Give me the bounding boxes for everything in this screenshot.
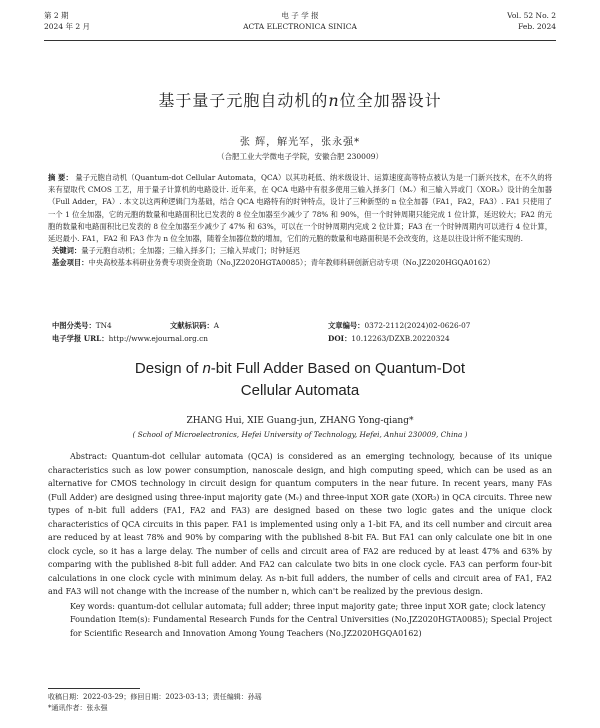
doi-label: DOI： (328, 334, 352, 343)
affiliation-en: ( School of Microelectronics, Hefei University of Technology, Hefei, Anhui 230009, China ) (132, 430, 468, 439)
foundation-en (70, 613, 552, 640)
journal-name-cn: 电 子 学 报 (281, 11, 319, 20)
clc-label: 中图分类号： (52, 321, 96, 330)
keywords-en (70, 600, 552, 614)
doc-code-value: A (213, 321, 220, 330)
article-no-label: 文章编号： (328, 321, 365, 330)
header-center (44, 10, 556, 32)
url-value[interactable]: http://www.ejournal.org.cn (108, 334, 208, 343)
abstract-en-label: Abstract: (70, 452, 108, 461)
paper-title-en: Design of n-bit Full Adder Based on Quantum-Dot Cellular Automata (134, 360, 466, 399)
keywords-cn-label: 关键词： (52, 246, 82, 256)
article-no-value: 0372-2112(2024)02-0626-07 (364, 321, 471, 330)
footnote-author: *通讯作者：张永强 (48, 704, 108, 712)
abstract-en (48, 450, 552, 599)
keywords-cn: 量子元胞自动机；全加器；三输入择多门；三输入异或门；时钟延迟 (81, 246, 301, 256)
footnote-dates: 收稿日期：2022-03-29；修回日期：2023-03-13；责任编辑：孙瑶 (48, 693, 262, 701)
abstract-cn-label: 摘 要： (48, 173, 73, 182)
affiliation-cn: （合肥工业大学微电子学院，安徽合肥 230009） (216, 152, 383, 161)
journal-name-en: ACTA ELECTRONICA SINICA (243, 22, 357, 31)
meta-row-1 (52, 320, 470, 332)
authors-cn: 张 辉，解光军，张永强* (239, 137, 361, 148)
keywords-en-label: Key words: (70, 602, 115, 611)
issue-label: 第 2 期 (44, 11, 69, 20)
abstract-cn-text: 量子元胞自动机（Quantum-dot Cellular Automata，QCA）以其功耗低、纳米级设计、运算速度高等特点被认为是一门新兴技术，在不久的将来有望取代 CMOS 工艺，用于量子计算机的电路设计. 近年来，在 QCA 电路中有很多使用三输入择多门（Mᵥ）和三输入异或门（XOR₃）设计的全加器（Full Adder，FA）. 本文以这两种逻辑门为基础，结合 QCA 电路特有的时钟特点，设计了三种新型的 n 位全加器（FA1，FA2，FA3）. FA1 只使用了一个 1 位全加器，它的元胞的数量和电路面积比已发表的 8 位全加器至少减少了 78% 和 90%，但一个时钟周期只能完成 1 位计算，延迟较大；FA2 的元胞的数量和电路面积比已发表的 8 位全加器至少减少了 47% 和 63%，可以在一个时钟周期内完成 2 位计算；FA3 在一个时钟周期内可以进行 4 位计算，延迟最小. FA1，FA2 和 FA3 作为 n 位全加器，随着全加器位数的增加，它们的元胞的数量和电路面积是不会改变的，这是以往设计所不能实现的. (48, 173, 552, 244)
abstract-en-text: Quantum-dot cellular automata (QCA) is considered as an emerging technology, because of its unique characteristics such as low power consumption, nanoscale design, and high computing speed, which can be used as an alternative for CMOS technology in circuit design for quantum computers in the near future. In recent years, many FAs (Full Adder) are designed using three-input majority gate (Mᵥ) and three-input XOR gate (XOR₃) in QCA circuits. Three new types of n-bit full adders (FA1, FA2 and FA3) are designed based on these two logic gates and the unique clock characteristics of QCA circuits in this paper. FA1 is implemented using only a 1-bit FA, and its cell number and circuit area are reduced by at least 78% and 90% by comparing with the published 8-bit FA. But FA1 can only calculate one bit in one clock cycle, so it has a large delay. The number of cells and circuit area of FA2 are reduced by at least 47% and 63% by comparing with the published 8-bit full adder. And FA2 can calculate two bits in one clock cycle. FA3 can perform four-bit calculations in one clock cycle with minimum delay. As n-bit full adders, the number of cells and circuit area of FA1, FA2 and FA3 will not change with the increase of the number n, which can't be realized by the previous design. (48, 452, 553, 596)
fund-en-text: Fundamental Research Funds for the Central Universities (No.JZ2020HGTA0085); Special Project for Scientific Research and Innovation Among Young Teachers (No.JZ2020HGQA0162) (70, 615, 552, 638)
volume-label: Vol. 52 No. 2 (507, 11, 556, 20)
date-en-label: Feb. 2024 (518, 22, 556, 31)
fund-cn: 中央高校基本科研业务费专项资金资助（No.JZ2020HGTA0085）；青年教师科研创新启动专项（No.JZ2020HGQA0162） (88, 258, 495, 268)
authors-en: ZHANG Hui, XIE Guang-jun, ZHANG Yong-qiang* (186, 416, 414, 426)
doc-code-label: 文献标识码： (170, 321, 214, 330)
clc-value: TN4 (95, 321, 112, 330)
url-label: 电子学报 URL： (52, 334, 109, 343)
date-label: 2024 年 2 月 (44, 22, 91, 31)
header-right (507, 10, 556, 32)
meta-row-2 (52, 333, 450, 345)
keywords-en-text: quantum-dot cellular automata; full adder; three input majority gate; three input XOR gate; clock latency (117, 602, 546, 611)
footnote-rule (48, 688, 140, 689)
doi-value[interactable]: 10.12263/DZXB.20220324 (351, 334, 450, 343)
fund-cn-label: 基金项目： (52, 258, 89, 268)
paper-title-cn: 基于量子元胞自动机的n位全加器设计 (158, 91, 442, 110)
abstract-cn (48, 172, 552, 270)
header-rule (44, 40, 556, 41)
running-header (44, 10, 556, 44)
fund-en-label: Foundation Item(s): (70, 615, 151, 624)
